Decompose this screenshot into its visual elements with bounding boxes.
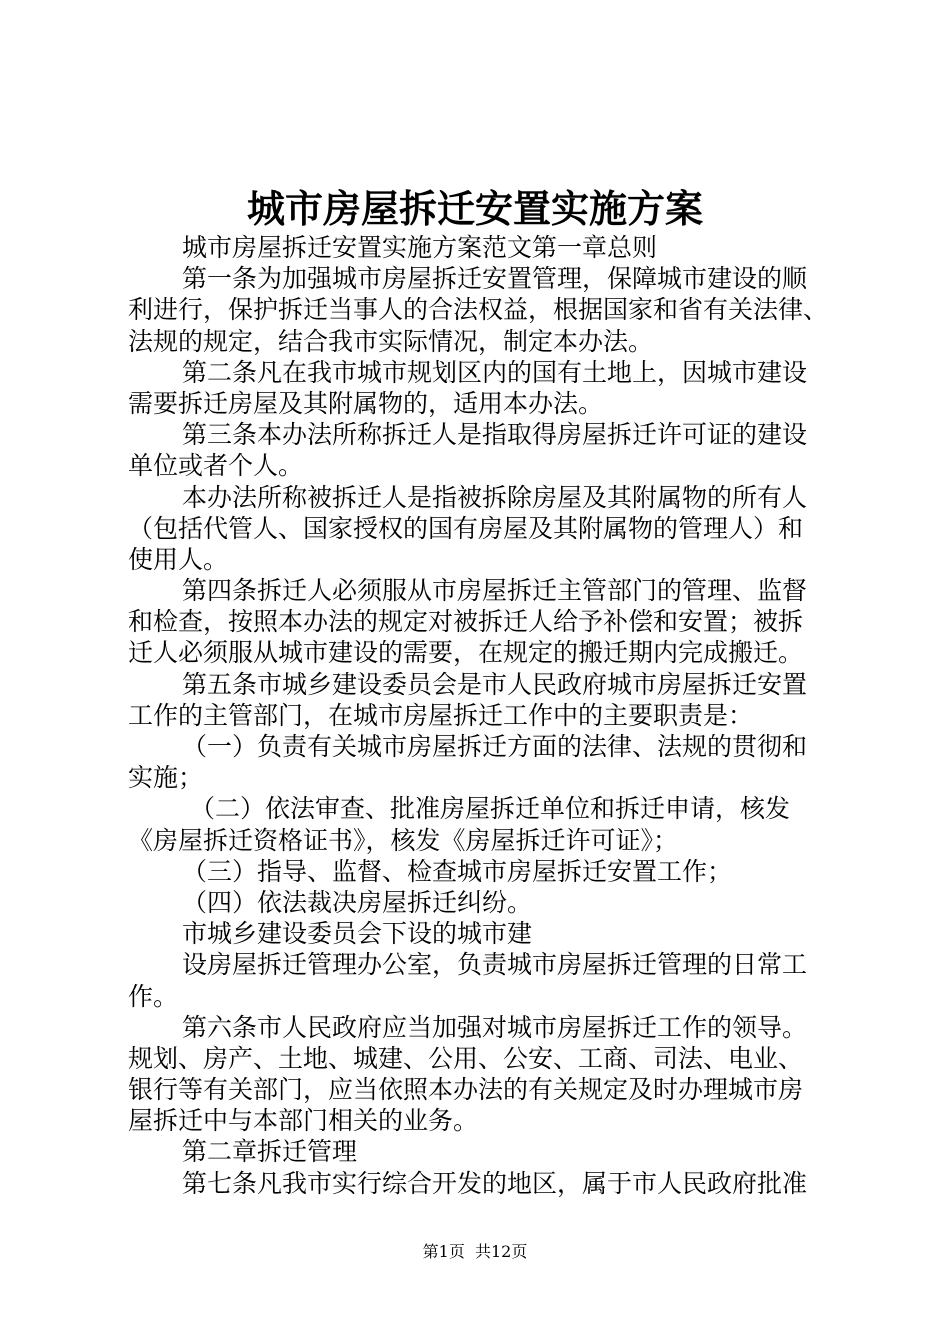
document-title: 城市房屋拆迁安置实施方案 xyxy=(246,186,703,231)
paragraph-line: 使用人。 xyxy=(128,544,229,574)
paragraph-line: 设房屋拆迁管理办公室，负责城市房屋拆迁管理的日常工 xyxy=(182,950,808,980)
paragraph-line: 法规的规定，结合我市实际情况，制定本办法。 xyxy=(128,326,654,356)
paragraph-line: 第四条拆迁人必须服从市房屋拆迁主管部门的管理、监督 xyxy=(182,576,808,606)
paragraph-line: 利进行，保护拆迁当事人的合法权益，根据国家和省有关法律、 xyxy=(128,295,829,325)
paragraph-line: 本办法所称被拆迁人是指被拆除房屋及其附属物的所有人 xyxy=(182,482,808,512)
paragraph-line: 屋拆迁中与本部门相关的业务。 xyxy=(128,1106,479,1136)
document-body xyxy=(128,232,840,1199)
paragraph-line: 和检查，按照本办法的规定对被拆迁人给予补偿和安置；被拆 xyxy=(128,607,804,637)
paragraph-line: 《房屋拆迁资格证书》，核发《房屋拆迁许可证》； xyxy=(128,825,679,855)
paragraph-line: 第三条本办法所称拆迁人是指取得房屋拆迁许可证的建设 xyxy=(182,420,808,450)
paragraph-line: 第二章拆迁管理 xyxy=(182,1137,358,1167)
paragraph-line: 迁人必须服从城市建设的需要，在规定的搬迁期内完成搬迁。 xyxy=(128,638,804,668)
paragraph-line: 作。 xyxy=(128,981,179,1011)
paragraph-line: 工作的主管部门，在城市房屋拆迁工作中的主要职责是： xyxy=(128,700,754,730)
paragraph-line: （二）依法审查、批准房屋拆迁单位和拆迁申请，核发 xyxy=(190,794,791,824)
paragraph-line: 规划、房产、土地、城建、公用、公安、工商、司法、电业、 xyxy=(128,1043,804,1073)
paragraph-line: 第六条市人民政府应当加强对城市房屋拆迁工作的领导。 xyxy=(182,1012,808,1042)
paragraph-line: （一）负责有关城市房屋拆迁方面的法律、法规的贯彻和 xyxy=(182,732,808,761)
paragraph-line: （包括代管人、国家授权的国有房屋及其附属物的管理人）和 xyxy=(128,513,804,543)
paragraph-line: 市城乡建设委员会下设的城市建 xyxy=(182,919,533,949)
paragraph-line: 实施； xyxy=(128,763,204,793)
paragraph-line: 银行等有关部门，应当依照本办法的有关规定及时办理城市房 xyxy=(128,1075,804,1105)
paragraph-line: 第一条为加强城市房屋拆迁安置管理，保障城市建设的顺 xyxy=(182,264,808,294)
paragraph-line: （三）指导、监督、检查城市房屋拆迁安置工作； xyxy=(182,856,733,886)
paragraph-line: （四）依法裁决房屋拆迁纠纷。 xyxy=(182,887,533,917)
paragraph-line: 需要拆迁房屋及其附属物的，适用本办法。 xyxy=(128,388,604,418)
paragraph-line: 第五条市城乡建设委员会是市人民政府城市房屋拆迁安置 xyxy=(182,669,808,699)
page-number-footer: 第1页 共12页 xyxy=(422,1242,528,1261)
paragraph-line: 第七条凡我市实行综合开发的地区，属于市人民政府批准 xyxy=(182,1168,808,1198)
paragraph-line: 单位或者个人。 xyxy=(128,451,304,481)
paragraph-line: 第二条凡在我市城市规划区内的国有土地上，因城市建设 xyxy=(182,357,808,387)
paragraph-line: 城市房屋拆迁安置实施方案范文第一章总则 xyxy=(182,233,658,262)
